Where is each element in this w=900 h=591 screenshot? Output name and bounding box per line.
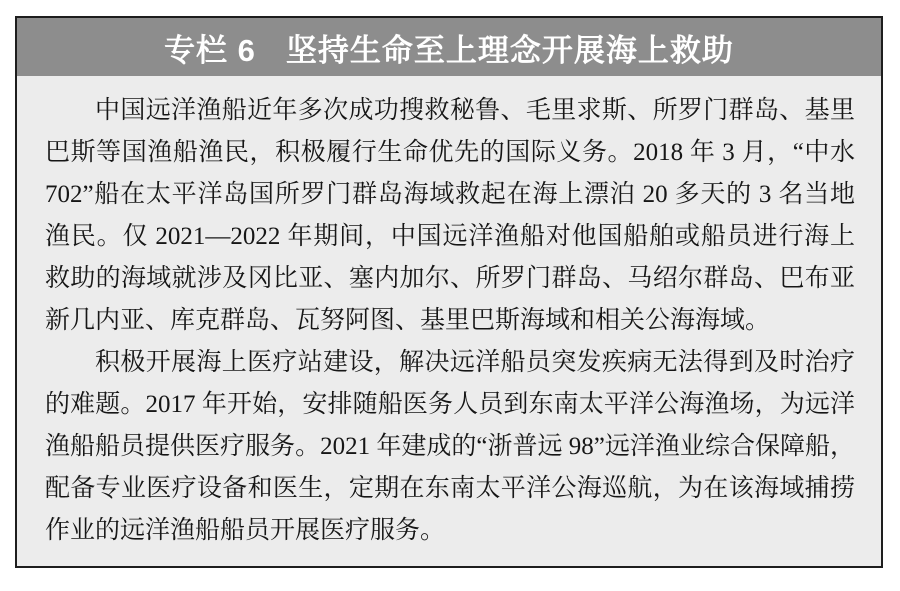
- paragraph-medical-service: 积极开展海上医疗站建设，解决远洋船员突发疾病无法得到及时治疗的难题。2017 年开始，安排随船医务人员到东南太平洋公海渔场，为远洋渔船船员提供医疗服务。2021 年建成的“浙普远 98”远洋渔业综合保障船，配备专业医疗设备和医生，定期在东南太平洋公海巡航，为在该海域捕捞作业的远洋渔船船员开展医疗服务。: [45, 349, 855, 544]
- column-body: [17, 76, 881, 566]
- column-box: [15, 16, 883, 568]
- paragraph-sea-rescue: 中国远洋渔船近年多次成功搜救秘鲁、毛里求斯、所罗门群岛、基里巴斯等国渔船渔民，积极履行生命优先的国际义务。2018 年 3 月，“中水 702”船在太平洋岛国所罗门群岛海域救起在海上漂泊 20 多天的 3 名当地渔民。仅 2021—2022 年期间，中国远洋渔船对他国船舶或船员进行海上救助的海域就涉及冈比亚、塞内加尔、所罗门群岛、马绍尔群岛、巴布亚新几内亚、库克群岛、瓦努阿图、基里巴斯海域和相关公海海域。: [45, 97, 855, 334]
- column-title: 坚持生命至上理念开展海上救助: [285, 32, 734, 68]
- column-header: [17, 18, 881, 76]
- column-number-label: 专栏 6: [164, 32, 256, 68]
